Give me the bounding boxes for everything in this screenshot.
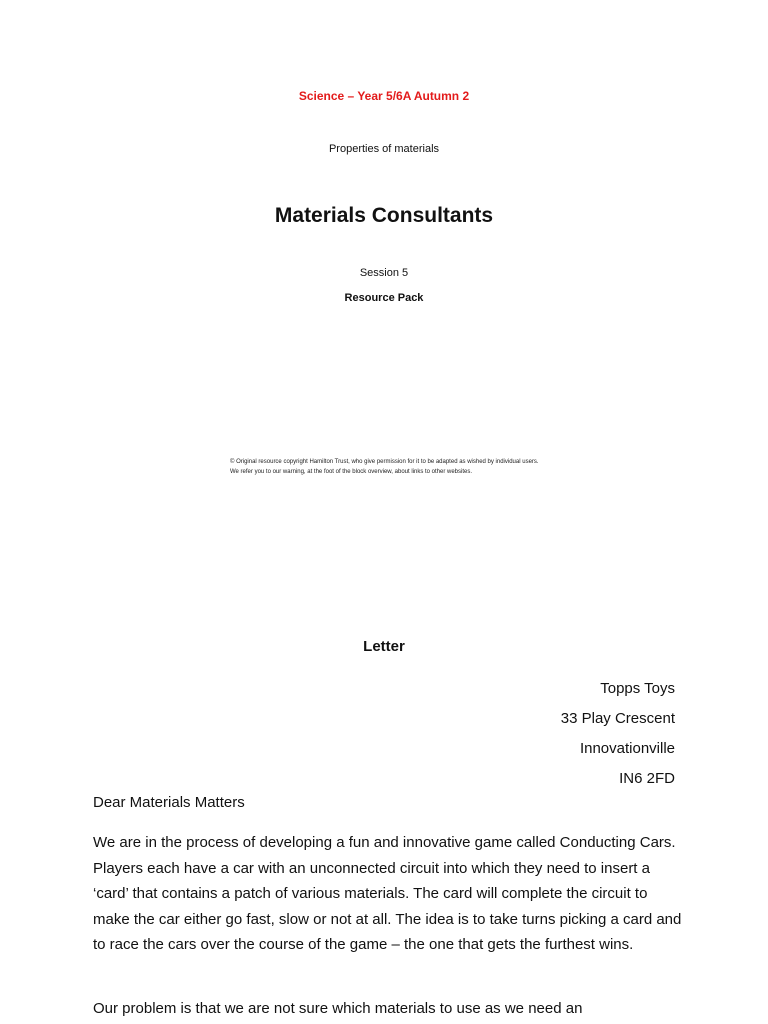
session-label: Session 5: [359, 267, 409, 279]
copyright-notice: [230, 457, 690, 477]
letter-heading: Letter: [363, 638, 405, 655]
letter-paragraph-2: Our problem is that we are not sure which materials to use as we need an: [93, 1000, 583, 1017]
document-title: Materials Consultants: [274, 204, 494, 227]
copyright-line-1: © Original resource copyright Hamilton Trust, who give permission for it to be adapted as wished by individual users.: [230, 459, 539, 465]
subject-header: Science – Year 5/6A Autumn 2: [298, 89, 470, 103]
resource-pack-label: Resource Pack: [344, 292, 424, 304]
address-line: 33 Play Crescent: [560, 710, 675, 727]
address-line: Topps Toys: [600, 680, 675, 697]
letter-paragraph-1: We are in the process of developing a fun and innovative game called Conducting Cars. Players each have a car with an unconnected circuit into which they need to insert a ‘card’ that contains a patch of various materials. The card will complete the circuit to make the car either go fast, slow or not at all. The idea is to take turns picking a card and to race the cars over the course of the game – the one that gets the furthest wins.: [93, 834, 682, 953]
address-line: Innovationville: [579, 740, 675, 757]
copyright-line-2: We refer you to our warning, at the foot of the block overview, about links to other websites.: [230, 469, 473, 475]
topic-subtitle: Properties of materials: [328, 143, 440, 155]
letter-salutation: Dear Materials Matters: [93, 794, 245, 811]
sender-address: [561, 674, 675, 794]
address-line: IN6 2FD: [619, 770, 675, 787]
